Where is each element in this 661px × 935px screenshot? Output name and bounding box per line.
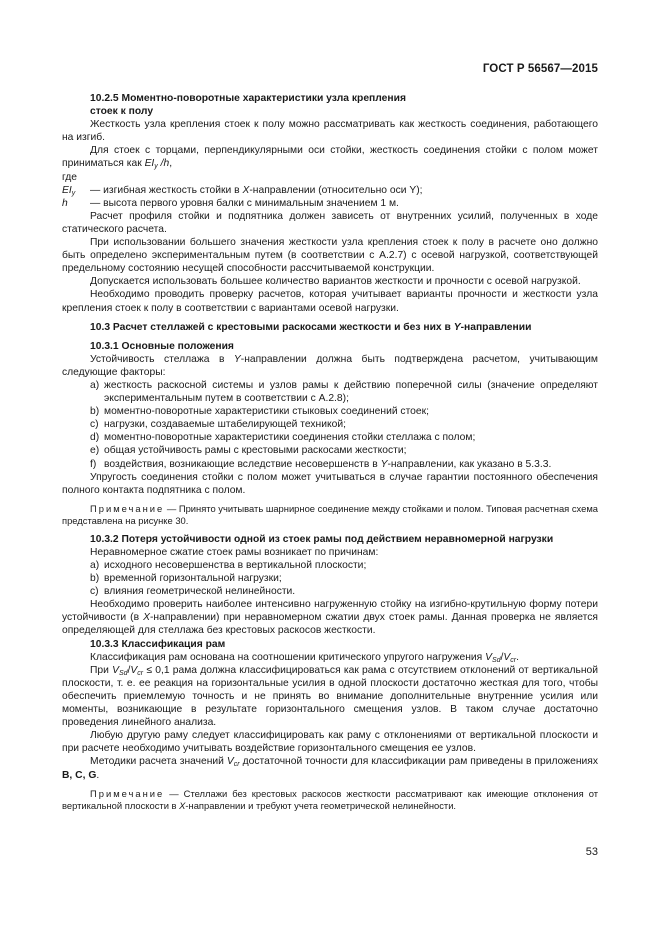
paragraph: Допускается использовать большее количество вариантов жесткости и прочности с осевой нагрузкой.: [90, 276, 581, 288]
section-10-3-heading: 10.3 Расчет стеллажей с крестовыми раскосами жесткости и без них в Y-направлении: [90, 321, 532, 333]
section-10-2-5-heading: 10.2.5 Моментно-поворотные характеристики узла крепления: [90, 93, 406, 104]
standard-number: ГОСТ Р 56567—2015: [482, 63, 598, 75]
paragraph: Неравномерное сжатие стоек рамы возникает по причинам:: [90, 546, 379, 558]
definition-ei: $EI_y$ — изгибная жесткость стойки в X-направлении (относительно оси Y);: [62, 184, 423, 197]
note-label: Примечание: [90, 787, 165, 799]
paragraph: Методики расчета значений $V_{cr}$ достаточной точности для классификации рам приведены в приложениях B, C, G.: [62, 756, 598, 781]
section-10-3-1-heading: 10.3.1 Основные положения: [90, 340, 234, 352]
note: Примечание — Стеллажи без крестовых раскосов жесткости рассматривают как имеющие отклонения от вертикальной плоскости в X-направлении и требуют учета геометрической нелинейности.: [62, 787, 598, 811]
paragraph: Упругость соединения стойки с полом может учитываться в случае гарантии постоянного обеспечения полного контакта подпятника с полом.: [62, 471, 598, 496]
paragraph: Расчет профиля стойки и подпятника должен зависеть от внутренних усилий, полученных в ходе статического расчета.: [62, 210, 598, 235]
note-label: Примечание: [90, 502, 165, 514]
paragraph: При использовании большего значения жесткости узла крепления стоек к полу в расчете оно должно быть определено экспериментальным путем (в соответствии с А.2.7) с осевой нагрузкой, соответствующей предельному состоянию несущей способности рассчитываемой конструкции.: [62, 237, 598, 275]
list-item: c) влияния геометрической нелинейности.: [90, 586, 296, 598]
section-10-2-5-heading-cont: стоек к полу: [90, 106, 154, 118]
list-item: e) общая устойчивость рамы с крестовыми раскосами жесткости;: [90, 445, 407, 457]
paragraph: При $V_{Sd}/V_{cr} \le 0,1$ рама должна классифицироваться как рама с отсутствием отклонений от вертикальной плоскости, т. е. ее реакция на горизонтальные усилия в одной плоскости достаточно жесткая для того, чтобы обеспечить приемлемую точность и не принять во внимание дополнительные внутренние усилия или моменты, возникающие в результате горизонтального смещения узлов. В таком случае достаточно проведения линейного анализа.: [62, 664, 598, 729]
list-item: f) воздействия, возникающие вследствие несовершенств в Y-направлении, как указано в 5.3.3.: [90, 458, 552, 470]
section-10-3-3-heading: 10.3.3 Классификация рам: [90, 638, 226, 650]
paragraph: Необходимо проводить проверку расчетов, которая учитывает варианты прочности и жесткости узла крепления стоек к полу в соответствии с вариантами осевой нагрузки.: [62, 289, 598, 314]
list-item: b) моментно-поворотные характеристики стыковых соединений стоек;: [90, 406, 430, 418]
annex-references: B, C, G: [62, 769, 97, 781]
paragraph: Для стоек с торцами, перпендикулярными оси стойки, жесткость соединения стойки с полом может приниматься как $EI_y$ /h,: [62, 145, 598, 171]
definition-h: h — высота первого уровня балки с минимальным значением 1 м.: [62, 197, 399, 209]
paragraph: Жесткость узла крепления стоек к полу можно рассматривать как жесткость соединения, работающего на изгиб.: [62, 119, 598, 144]
paragraph: Необходимо проверить наиболее интенсивно нагруженную стойку на изгибно-крутильную форму потери устойчивости (в X-направлении) при неравномерном сжатии двух стоек рамы. Данная проверка не является определяющей для стеллажа без крестовых раскосов жесткости.: [62, 599, 598, 637]
list-item: d) моментно-поворотные характеристики соединения стойки стеллажа с полом;: [90, 432, 476, 444]
paragraph: Классификация рам основана на соотношении критического упругого нагружения $V_{Sd}/V_{cr}$.: [90, 651, 519, 664]
list-item: c) нагрузки, создаваемые штабелирующей техникой;: [90, 419, 346, 431]
formula-ei: EI: [144, 158, 155, 170]
section-10-3-2-heading: 10.3.2 Потеря устойчивости одной из стоек рамы под действием неравномерной нагрузки: [90, 533, 554, 545]
paragraph: Любую другую раму следует классифицировать как раму с отклонениями от вертикальной плоскости и при расчете необходимо учитывать воздействие горизонтального смещения ее узлов.: [62, 730, 598, 755]
note: Примечание — Принято учитывать шарнирное соединение между стойками и полом. Типовая расчетная схема представлена на рисунке 30.: [62, 502, 598, 526]
page-number: 53: [585, 846, 598, 858]
list-item: a) исходного несовершенства в вертикальной плоскости;: [90, 560, 367, 571]
document-body: [62, 92, 598, 812]
list-item: a) жесткость раскосной системы и узлов рамы к действию поперечной силы (значение определяют экспериментальным путем в соответствии с А.2.8);: [90, 379, 598, 405]
paragraph: Устойчивость стеллажа в Y-направлении должна быть подтверждена расчетом, учитывающим следующие факторы:: [62, 353, 598, 378]
where-label: где: [62, 171, 78, 183]
list-item: b) временной горизонтальной нагрузки;: [90, 573, 282, 585]
